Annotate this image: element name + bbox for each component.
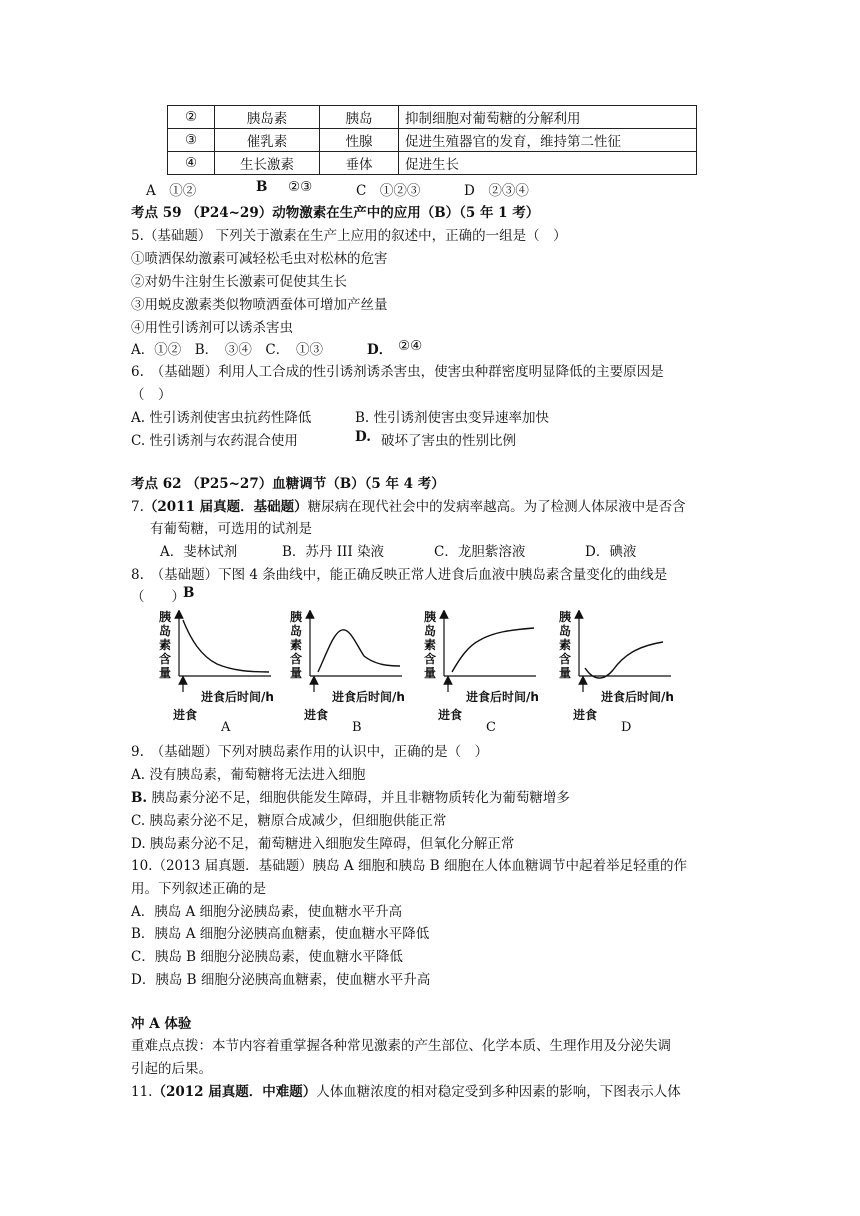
- hormone-name: 胰岛素: [215, 106, 320, 129]
- q11-number: 11.: [131, 1084, 153, 1100]
- q9-option-a: A. 没有胰岛素，葡萄糖将无法进入细胞: [131, 767, 366, 783]
- q7-option-b: B．苏丹 III 染液: [282, 544, 385, 560]
- q6-stem-bracket: （ ）: [131, 387, 172, 403]
- graph-d-ylabel: 胰岛素含量: [559, 610, 572, 680]
- q10-option-c: C．胰岛 B 细胞分泌胰岛素，使血糖水平降低: [131, 949, 403, 965]
- q7-option-d: D．碘液: [585, 544, 637, 560]
- graph-c-ylabel: 胰岛素含量: [424, 610, 437, 680]
- hormone-name: 催乳素: [215, 129, 320, 152]
- graph-d-label: D: [621, 720, 632, 735]
- q7-number: 7.: [131, 499, 144, 515]
- graph-b-xlabel: 进食后时间/h: [332, 690, 405, 704]
- kp59-heading: 考点 59 （P24~29）动物激素在生产中的应用（B）（5 年 1 考）: [131, 205, 540, 221]
- graph-a: [159, 610, 299, 740]
- hormone-effect: 促进生长: [399, 152, 697, 175]
- graph-c: [424, 610, 564, 740]
- q9-option-c: C. 胰岛素分泌不足，糖原合成减少，但细胞供能正常: [131, 813, 447, 829]
- q4-option-c: C ①②③: [356, 183, 421, 199]
- q4-option-b: ②③: [288, 179, 313, 195]
- hormone-effect: 抑制细胞对葡萄糖的分解利用: [399, 106, 697, 129]
- graph-d-feed: 进食: [573, 708, 598, 722]
- q5-option-d-label: D．: [367, 342, 393, 358]
- section-heading: 冲 A 体验: [131, 1016, 192, 1032]
- q9-option-b-label: B.: [131, 790, 148, 806]
- row-num: ②: [168, 106, 215, 129]
- q10-stem: 10.（2013 届真题．基础题）胰岛 A 细胞和胰岛 B 细胞在人体血糖调节中起着举足轻重的作: [131, 858, 687, 874]
- q4-option-d: D ②③④: [464, 183, 529, 199]
- q8-stem-bracket: （ ）: [131, 589, 185, 605]
- q5-options: A．①② B． ③④ C． ①③: [131, 342, 323, 358]
- q8-stem: 8. （基础题）下图 4 条曲线中，能正确反映正常人进食后血液中胰岛素含量变化的曲线是: [131, 567, 668, 583]
- q5-item: ②对奶牛注射生长激素可促使其生长: [131, 274, 347, 290]
- hormone-effect: 促进生殖器官的发育，维持第二性征: [399, 129, 697, 152]
- q5-item: ④用性引诱剂可以诱杀害虫: [131, 320, 293, 336]
- hormone-table: [167, 105, 697, 175]
- q5-item: ①喷洒保幼激素可减轻松毛虫对松林的危害: [131, 251, 388, 267]
- key-points-cont: 引起的后果。: [131, 1061, 212, 1077]
- row-num: ④: [168, 152, 215, 175]
- q11-stem: [131, 1080, 681, 1100]
- q11-tag: （2012 届真题．中难题）: [152, 1084, 317, 1100]
- q10-option-b: B．胰岛 A 细胞分泌胰高血糖素，使血糖水平降低: [131, 926, 430, 942]
- q6-stem: 6. （基础题）利用人工合成的性引诱剂诱杀害虫，使害虫种群密度明显降低的主要原因是: [131, 364, 664, 380]
- key-points: 重难点点拨：本节内容着重掌握各种常见激素的产生部位、化学本质、生理作用及分泌失调: [131, 1038, 671, 1054]
- kp62-heading: 考点 62 （P25~27）血糖调节（B）（5 年 4 考）: [131, 476, 445, 492]
- hormone-name: 生长激素: [215, 152, 320, 175]
- q4-option-b-label: B: [256, 179, 268, 195]
- q5-stem: 5.（基础题） 下列关于激素在生产上应用的叙述中，正确的一组是（ ）: [131, 228, 567, 244]
- graph-b-feed: 进食: [304, 708, 329, 722]
- graph-a-ylabel: 胰岛素含量: [159, 610, 172, 680]
- q7-option-a: A．斐林试剂: [160, 544, 238, 560]
- q10-option-a: A．胰岛 A 细胞分泌胰岛素，使血糖水平升高: [131, 904, 403, 920]
- graph-c-xlabel: 进食后时间/h: [466, 690, 539, 704]
- gland-name: 垂体: [320, 152, 399, 175]
- q9-option-b: [131, 786, 570, 806]
- q7-tag: （2011 届真题．基础题）: [143, 499, 308, 515]
- graph-a-label: A: [221, 720, 231, 735]
- q10-stem-cont: 用。下列叙述正确的是: [131, 881, 266, 897]
- q10-option-d: D．胰岛 B 细胞分泌胰高血糖素，使血糖水平升高: [131, 972, 431, 988]
- q7-text: 糖尿病在现代社会中的发病率越高。为了检测人体尿液中是否含: [307, 499, 686, 515]
- graph-c-feed: 进食: [438, 708, 463, 722]
- table-row: [168, 129, 697, 152]
- table-row: [168, 106, 697, 129]
- q7-stem-cont: 有葡萄糖，可选用的试剂是: [150, 521, 312, 537]
- graph-d-xlabel: 进食后时间/h: [601, 690, 674, 704]
- graph-b: [290, 610, 430, 740]
- q6-option-a: A. 性引诱剂使害虫抗药性降低: [131, 410, 312, 426]
- q4-option-a: A ①②: [146, 183, 197, 199]
- q7-option-c: C．龙胆紫溶液: [434, 544, 526, 560]
- q6-option-d: 破坏了害虫的性别比例: [381, 433, 516, 449]
- graph-b-label: B: [352, 720, 362, 735]
- graph-a-xlabel: 进食后时间/h: [201, 690, 274, 704]
- q6-option-b: B. 性引诱剂使害虫变异速率加快: [355, 410, 550, 426]
- q7-stem: [131, 495, 686, 515]
- q6-option-c: C. 性引诱剂与农药混合使用: [131, 433, 298, 449]
- graph-c-label: C: [486, 720, 496, 735]
- q5-option-d: ②④: [398, 338, 423, 354]
- q8-answer: B: [183, 585, 195, 601]
- q9-option-b-text: 胰岛素分泌不足，细胞供能发生障碍，并且非糖物质转化为葡萄糖增多: [151, 790, 570, 806]
- q9-option-d: D. 胰岛素分泌不足，葡萄糖进入细胞发生障碍，但氧化分解正常: [131, 836, 515, 852]
- gland-name: 胰岛: [320, 106, 399, 129]
- q11-text: 人体血糖浓度的相对稳定受到多种因素的影响，下图表示人体: [316, 1084, 681, 1100]
- q6-option-d-label: D.: [355, 429, 371, 445]
- q5-item: ③用蜕皮激素类似物喷洒蚕体可增加产丝量: [131, 297, 388, 313]
- gland-name: 性腺: [320, 129, 399, 152]
- graph-d: [559, 610, 699, 740]
- row-num: ③: [168, 129, 215, 152]
- q9-stem: 9. （基础题）下列对胰岛素作用的认识中，正确的是（ ）: [131, 744, 489, 760]
- graph-b-ylabel: 胰岛素含量: [290, 610, 303, 680]
- table-row: [168, 152, 697, 175]
- graph-a-feed: 进食: [173, 708, 198, 722]
